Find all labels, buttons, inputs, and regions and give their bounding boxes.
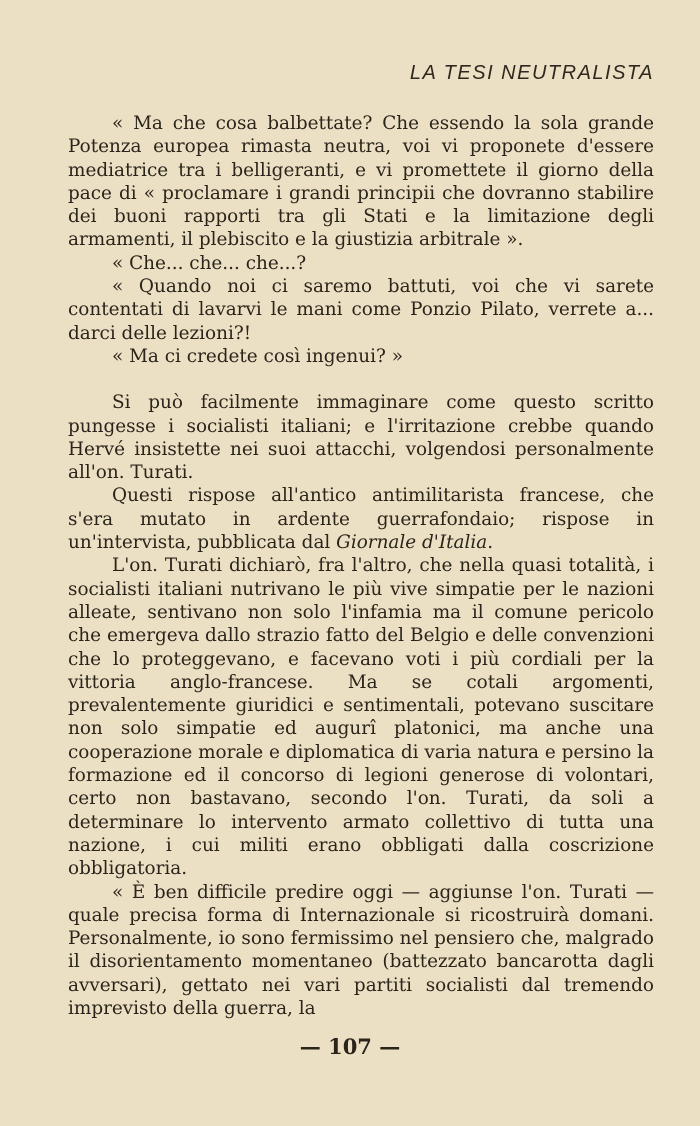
paragraph: L'on. Turati dichiarò, fra l'altro, che nella quasi totalità, i socialisti italiani nutrivano le più vive simpatie per le nazioni alleate, sentivano non solo l'infamia ma il comune pericolo che emergeva dallo strazio fatto del Belgio e delle convenzioni che lo proteggevano, e facevano voti i più cordiali per la vittoria anglo-francese. Ma se cotali argomenti, prevalentemente giuridici e sentimentali, potevano suscitare non solo simpatie ed augurî platonici, ma anche una cooperazione morale e diplomatica di varia natura e persino la formazione ed il concorso di legioni generose di volontari, certo non bastavano, secondo l'on. Turati, da soli a determinare lo intervento armato collettivo di tutta una nazione, i cui militi erano obbligati dalla coscrizione obbligatoria. [68,555,654,880]
paragraph: « È ben difficile predire oggi — aggiunse l'on. Turati — quale precisa forma di Internazionale si ricostruirà domani. Personalmente, io sono fermissimo nel pensiero che, malgrado il disorientamento momentaneo (battezzato bancarotta dagli avversari), gettato nei vari partiti socialisti dal tremendo imprevisto della guerra, la [68,881,654,1019]
paragraph: « Che... che... che...? [112,252,307,274]
page-number: — 107 — [299,1034,401,1059]
paragraph-text: . [487,532,494,554]
body-text [68,112,654,1020]
running-head: LA TESI NEUTRALISTA [409,62,654,84]
paragraph: Si può facilmente immaginare come questo scritto pungesse i socialisti italiani; e l'irritazione crebbe quando Hervé insistette nei suoi attacchi, volgendosi personalmente all'on. Turati. [68,392,654,484]
paragraph: « Ma ci credete così ingenui? » [112,345,403,367]
paragraph [68,484,654,554]
paragraph-text: Questi rispose all'antico antimilitarista francese, che s'era mutato in ardente guerrafondaio; rispose in un'intervista, pubblicata dal [68,485,654,554]
paragraph: « Ma che cosa balbettate? Che essendo la sola grande Potenza europea rimasta neutra, voi vi proponete d'essere mediatrice tra i belligeranti, e vi promettete il giorno della pace di « proclamare i grandi principii che dovranno stabilire dei buoni rapporti tra gli Stati e la limitazione degli armamenti, il plebiscito e la giustizia arbitrale ». [68,113,654,251]
newspaper-title: Giornale d'Italia [336,532,488,554]
paragraph: « Quando noi ci saremo battuti, voi che vi sarete contentati di lavarvi le mani come Ponzio Pilato, verrete a... darci delle lezioni?! [68,276,654,344]
